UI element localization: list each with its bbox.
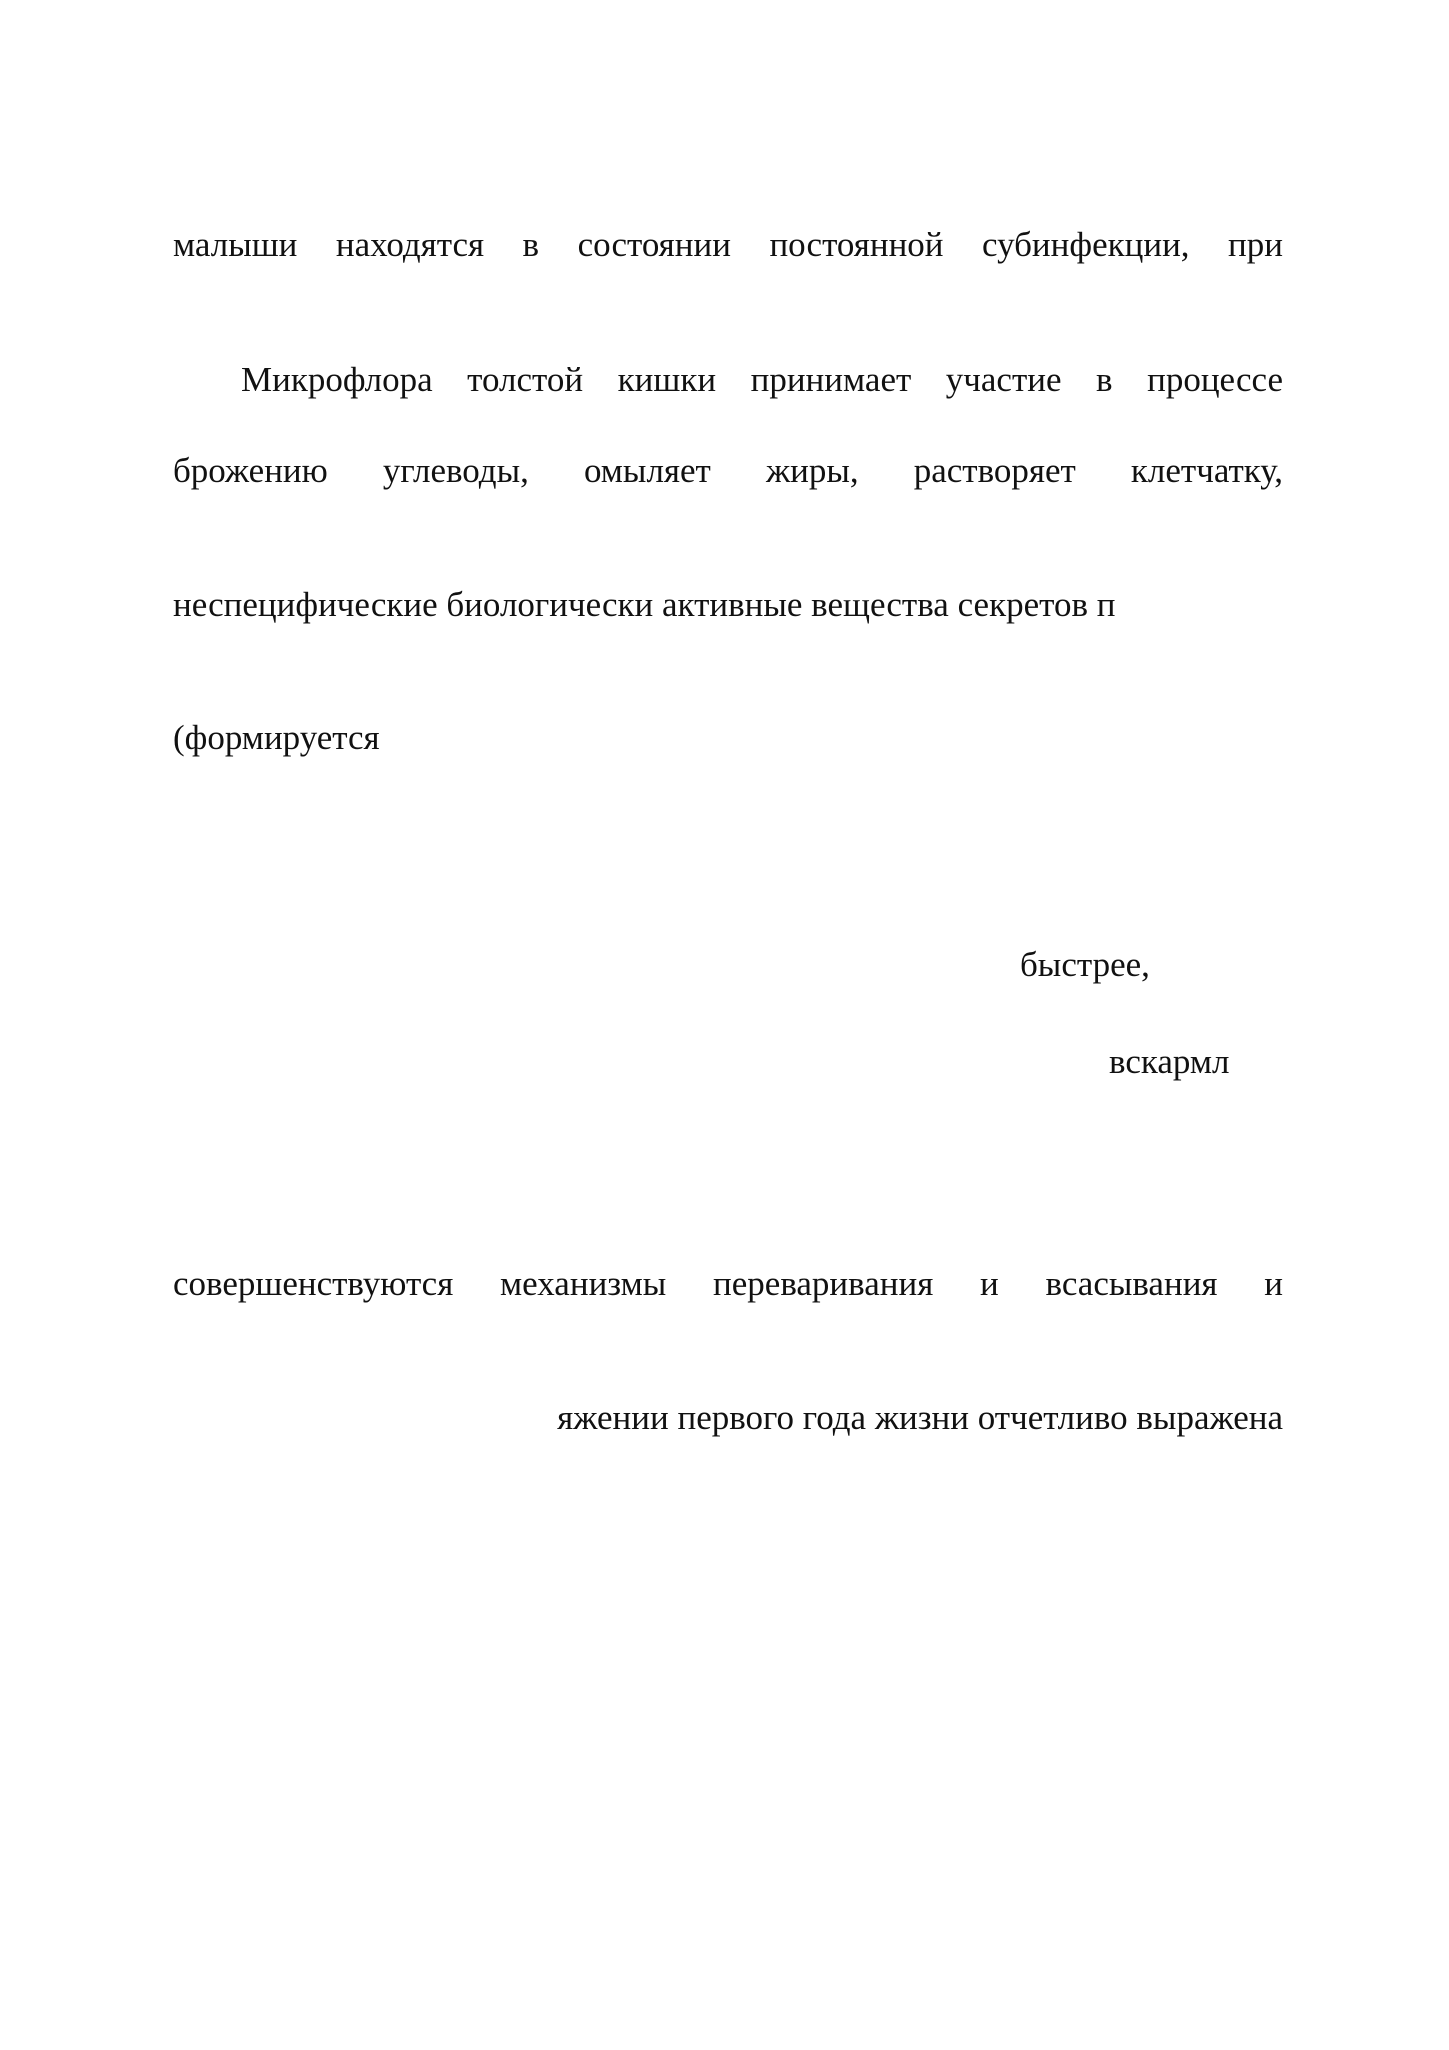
text-line: (формируется <box>173 718 380 757</box>
text-line: неспецифические биологически активные вещества секретов п <box>173 585 1116 624</box>
text-line: вскармл <box>1109 1042 1230 1081</box>
text-line: Микрофлора толстой кишки принимает участие в процессе <box>241 360 1283 399</box>
text-line: быстрее, <box>1020 945 1150 984</box>
text-line: совершенствуются механизмы переваривания и всасывания и <box>173 1264 1283 1303</box>
text-line: брожению углеводы, омыляет жиры, растворяет клетчатку, <box>173 451 1283 490</box>
text-line: яжении первого года жизни отчетливо выражена <box>557 1398 1283 1437</box>
text-line: малыши находятся в состоянии постоянной субинфекции, при <box>173 225 1283 264</box>
